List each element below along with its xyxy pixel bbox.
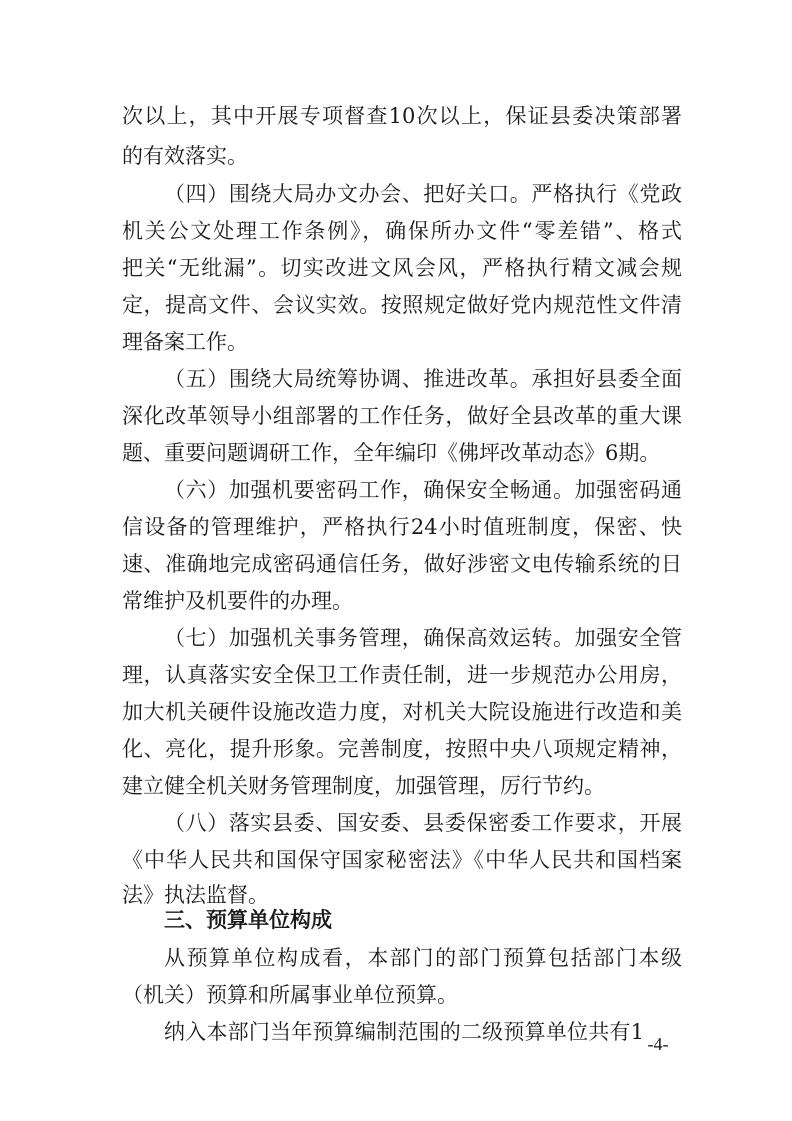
paragraph-six-line: （六）加强机要密码工作，确保安全畅通。加强密码通	[164, 478, 682, 502]
paragraph-seven-line: （七）加强机关事务管理，确保高效运转。加强安全管	[164, 626, 682, 650]
text-line: 常维护及机要件的办理。	[122, 589, 353, 613]
text-line: 深化改革领导小组部署的工作任务，做好全县改革的重大课	[122, 404, 682, 428]
text-line: （机关）预算和所属事业单位预算。	[122, 983, 458, 1007]
paragraph-line: 从预算单位构成看，本部门的部门预算包括部门本级	[164, 946, 682, 970]
text-line: 题、重要问题调研工作，全年编印《佛坪改革动态》6期。	[122, 441, 661, 465]
paragraph-eight-line: （八）落实县委、国安委、县委保密委工作要求，开展	[164, 811, 682, 835]
text-line: 理备案工作。	[122, 330, 248, 354]
paragraph-four-line: （四）围绕大局办文办会、把好关口。严格执行《党政	[164, 182, 682, 206]
text-line: 把关“无纰漏”。切实改进文风会风，严格执行精文减会规	[122, 256, 682, 280]
text-line: 建立健全机关财务管理制度，加强管理，厉行节约。	[122, 774, 605, 798]
text-line: 速、准确地完成密码通信任务，做好涉密文电传输系统的日	[122, 552, 682, 576]
text-line: 机关公文处理工作条例》，确保所办文件“零差错”、格式	[122, 219, 682, 243]
text-line: 定，提高文件、会议实效。按照规定做好党内规范性文件清	[122, 293, 682, 317]
text-line: 法》执法监督。	[122, 883, 269, 907]
text-line: 《中华人民共和国保守国家秘密法》《中华人民共和国档案	[122, 848, 682, 872]
text-line: 理，认真落实安全保卫工作责任制，进一步规范办公用房，	[122, 663, 682, 687]
text-line: 加大机关硬件设施改造力度，对机关大院设施进行改造和美	[122, 700, 682, 724]
section-heading: 三、预算单位构成	[164, 908, 332, 932]
paragraph-five-line: （五）围绕大局统筹协调、推进改革。承担好县委全面	[164, 367, 682, 391]
text-line: 的有效落实。	[122, 144, 248, 168]
page-number: -4-	[647, 1034, 669, 1054]
text-line: 次以上，其中开展专项督查10次以上，保证县委决策部署	[122, 104, 682, 128]
paragraph-line: 纳入本部门当年预算编制范围的二级预算单位共有1	[164, 1020, 644, 1044]
text-line: 化、亮化，提升形象。完善制度，按照中央八项规定精神，	[122, 737, 682, 761]
text-line: 信设备的管理维护，严格执行24小时值班制度，保密、快	[122, 515, 682, 539]
